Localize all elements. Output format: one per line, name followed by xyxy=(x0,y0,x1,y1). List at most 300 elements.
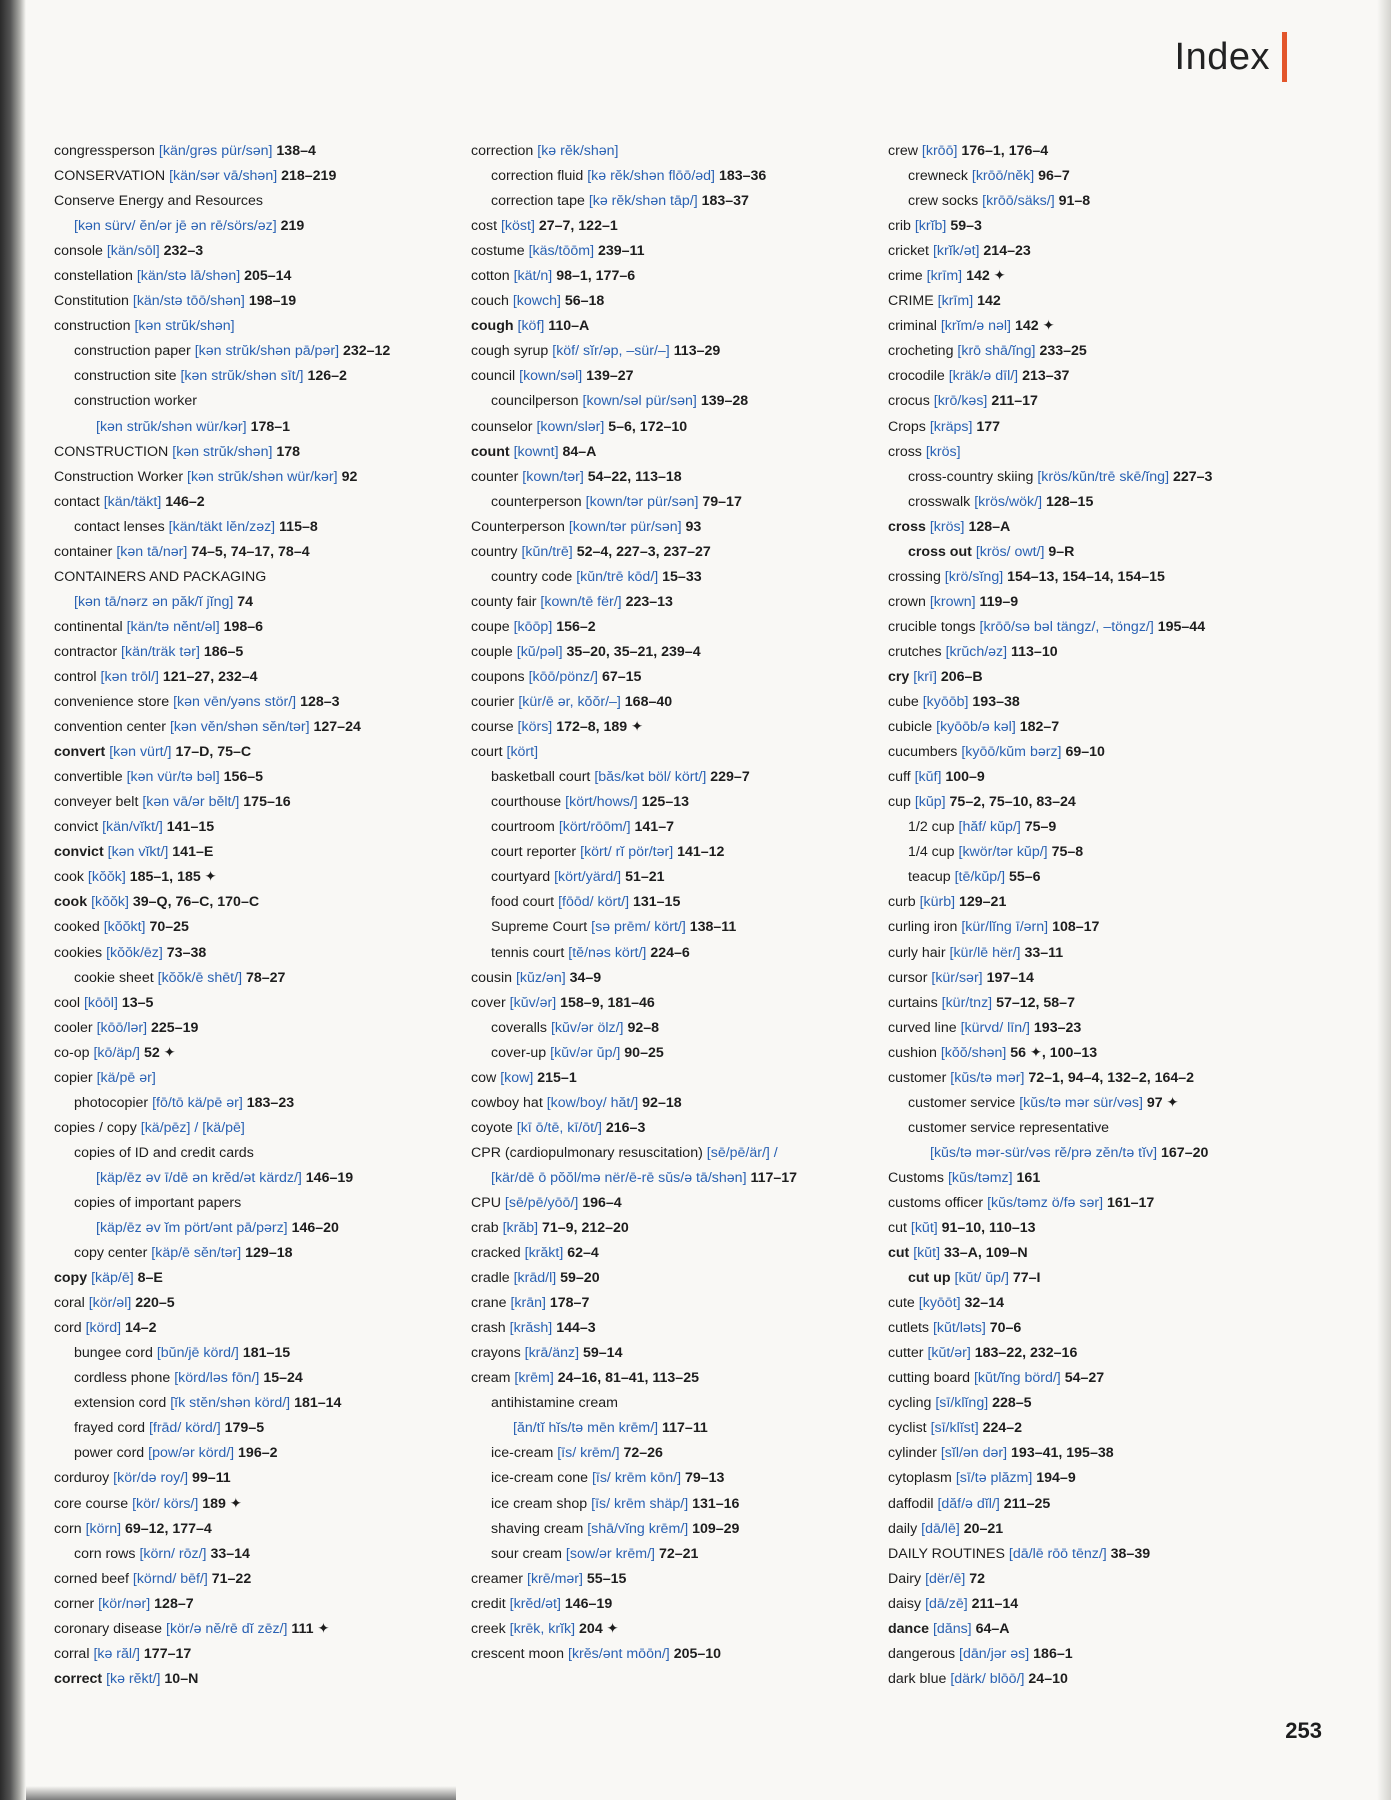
entry-pronunciation: [krād/l] xyxy=(513,1270,557,1287)
index-entry xyxy=(54,465,474,490)
entry-page-reference: 75–8 xyxy=(1051,844,1084,861)
index-entry xyxy=(54,264,474,289)
index-entry xyxy=(888,515,1308,540)
entry-word: country xyxy=(471,543,518,560)
entry-pronunciation: [kown/səl] xyxy=(519,368,583,385)
entry-page-reference: 128–3 xyxy=(300,694,340,711)
index-entry xyxy=(888,1016,1308,1041)
entry-pronunciation: [kŭ/pəl] xyxy=(516,643,563,660)
entry-page-reference: 131–16 xyxy=(692,1495,740,1512)
entry-page-reference: 32–14 xyxy=(964,1295,1004,1312)
entry-pronunciation: [kät/n] xyxy=(513,268,553,285)
entry-word: cradle xyxy=(471,1270,510,1287)
entry-page-reference: 75–9 xyxy=(1024,819,1057,836)
entry-page-reference: 213–37 xyxy=(1022,368,1070,385)
index-entry xyxy=(54,765,474,790)
index-entry xyxy=(471,1391,891,1416)
index-entry xyxy=(888,991,1308,1016)
entry-word: cost xyxy=(471,218,498,235)
entry-pronunciation: [kən vēn/yəns stör/] xyxy=(173,694,297,711)
index-entry xyxy=(54,289,474,314)
entry-word: cotton xyxy=(471,268,510,285)
index-entry xyxy=(888,264,1308,289)
entry-page-reference: 77–I xyxy=(1012,1270,1041,1287)
index-entry xyxy=(471,540,891,565)
entry-page-reference: 205–10 xyxy=(673,1645,722,1662)
index-entry xyxy=(471,415,891,440)
entry-page-reference: 125–13 xyxy=(641,794,689,811)
entry-pronunciation: [kowch] xyxy=(512,293,561,310)
index-entry xyxy=(471,389,891,414)
entry-page-reference: 141–12 xyxy=(677,844,725,861)
entry-word: creamer xyxy=(471,1570,524,1587)
index-entry xyxy=(54,1291,474,1316)
entry-page-reference: 57–12, 58–7 xyxy=(996,994,1075,1011)
index-column-1 xyxy=(54,139,474,1692)
index-entry xyxy=(471,214,891,239)
index-entry xyxy=(471,615,891,640)
entry-pronunciation: [kŭs/təmz ö/fə sər] xyxy=(987,1194,1104,1211)
index-entry xyxy=(54,1466,474,1491)
entry-word: CPR (cardiopulmonary resuscitation) xyxy=(471,1144,703,1161)
entry-pronunciation: [īs/ krēm shäp/] xyxy=(591,1495,689,1512)
index-entry xyxy=(888,890,1308,915)
index-entry xyxy=(888,640,1308,665)
entry-word: crucible tongs xyxy=(888,618,976,635)
entry-word: curling iron xyxy=(888,919,958,936)
entry-word: costume xyxy=(471,243,525,260)
entry-pronunciation: [krŭch/əz] xyxy=(945,643,1008,660)
entry-word: crown xyxy=(888,593,926,610)
entry-pronunciation: [kown/tər pür/sən] xyxy=(585,493,699,510)
index-entry xyxy=(888,1141,1308,1166)
entry-pronunciation: [kräk/ə dīl/] xyxy=(948,368,1019,385)
index-entry xyxy=(471,640,891,665)
entry-pronunciation: [körd/ləs fōn/] xyxy=(174,1370,260,1387)
entry-pronunciation: [käp/ēz əv ĭm pört/ənt pā/pərz] xyxy=(96,1220,288,1237)
index-entry xyxy=(54,640,474,665)
entry-pronunciation: [krăsh] xyxy=(509,1320,553,1337)
entry-pronunciation: [kyōō/kŭm bərz] xyxy=(961,744,1062,761)
entry-page-reference: 196–2 xyxy=(238,1445,278,1462)
entry-word: construction worker xyxy=(74,393,198,410)
entry-page-reference: 71–22 xyxy=(211,1570,252,1587)
entry-page-reference: 34–9 xyxy=(569,969,602,986)
index-entry xyxy=(888,440,1308,465)
entry-word: cow xyxy=(471,1069,497,1086)
index-entry xyxy=(54,1116,474,1141)
entry-page-reference: 146–19 xyxy=(305,1169,354,1186)
entry-page-reference: 59–20 xyxy=(560,1270,600,1287)
entry-pronunciation: [köf/ sĭr/əp, –sür/–] xyxy=(552,343,670,360)
entry-pronunciation: [krö/sĭng] xyxy=(944,568,1004,585)
entry-pronunciation: [kör/ körs/] xyxy=(132,1495,199,1512)
entry-pronunciation: [băs/kət böl/ kört/] xyxy=(594,769,707,786)
entry-word: convict xyxy=(54,844,104,861)
entry-word: copier xyxy=(54,1069,93,1086)
entry-pronunciation: [kən vĭkt/] xyxy=(107,844,169,861)
index-entry xyxy=(471,565,891,590)
index-entry xyxy=(54,941,474,966)
entry-page-reference: 96–7 xyxy=(1038,168,1070,185)
entry-word: extension cord xyxy=(74,1395,167,1412)
index-entry xyxy=(888,966,1308,991)
entry-pronunciation: [kən trōl/] xyxy=(100,668,159,685)
entry-word: crash xyxy=(471,1320,506,1337)
entry-word: cookies xyxy=(54,944,103,961)
index-entry xyxy=(471,264,891,289)
index-entry xyxy=(54,590,474,615)
index-entry xyxy=(471,1066,891,1091)
index-entry xyxy=(54,790,474,815)
entry-word: cover xyxy=(471,994,506,1011)
entry-pronunciation: [krā/änz] xyxy=(524,1345,580,1362)
entry-word: cookie sheet xyxy=(74,969,154,986)
entry-word: cough syrup xyxy=(471,343,549,360)
entry-page-reference: 141–7 xyxy=(634,819,674,836)
entry-pronunciation: [kän/täkt] xyxy=(103,493,162,510)
index-entry xyxy=(471,1441,891,1466)
entry-page-reference: 93 xyxy=(685,518,702,535)
entry-pronunciation: [kown/tər] xyxy=(522,468,584,485)
index-entry xyxy=(888,1567,1308,1592)
entry-page-reference: 91–10, 110–13 xyxy=(941,1220,1036,1237)
entry-word: crew xyxy=(888,143,918,159)
index-entry xyxy=(888,1241,1308,1266)
entry-pronunciation: [kän/sər vā/shən] xyxy=(169,168,278,185)
entry-word: Customs xyxy=(888,1169,944,1186)
entry-page-reference: 172–8, 189 ✦ xyxy=(556,719,644,736)
entry-page-reference: 215–1 xyxy=(537,1069,577,1086)
entry-word: copy center xyxy=(74,1245,148,1262)
entry-pronunciation: [kōōl] xyxy=(83,994,118,1011)
entry-page-reference: 178–7 xyxy=(549,1295,590,1312)
entry-pronunciation: [körs] xyxy=(517,719,553,736)
entry-page-reference: 15–24 xyxy=(263,1370,303,1387)
entry-page-reference: 129–18 xyxy=(245,1245,293,1262)
entry-page-reference: 126–2 xyxy=(307,368,347,385)
entry-pronunciation: [kär/dē ō pŏŏl/mə nër/ē-rē sŭs/ə tā/shən] xyxy=(491,1169,747,1186)
index-entry xyxy=(54,1667,474,1692)
entry-pronunciation: [kown/slər] xyxy=(536,418,605,435)
entry-pronunciation: [kürvd/ līn/] xyxy=(960,1019,1030,1036)
index-entry xyxy=(888,615,1308,640)
entry-word: crewneck xyxy=(908,168,968,185)
entry-word: cushion xyxy=(888,1044,937,1061)
entry-page-reference: 178 xyxy=(276,443,301,460)
entry-word: cricket xyxy=(888,243,929,260)
entry-pronunciation: [kown/səl pür/sən] xyxy=(582,393,697,410)
entry-page-reference: 178–1 xyxy=(250,418,291,435)
entry-word: Counterperson xyxy=(471,518,565,535)
index-entry xyxy=(888,1517,1308,1542)
page-header xyxy=(1175,32,1287,82)
index-entry xyxy=(54,1216,474,1241)
index-entry xyxy=(54,1316,474,1341)
entry-page-reference: 232–3 xyxy=(163,243,204,260)
entry-word: cut xyxy=(888,1220,907,1237)
entry-pronunciation: [kän/träk tər] xyxy=(121,643,200,660)
entry-word: crib xyxy=(888,218,911,235)
entry-pronunciation: [därk/ blōō/] xyxy=(950,1670,1025,1687)
entry-word: convertible xyxy=(54,769,123,786)
entry-page-reference: 10–N xyxy=(164,1670,199,1687)
index-entry xyxy=(888,1592,1308,1617)
index-entry xyxy=(888,1191,1308,1216)
entry-pronunciation: [kört] xyxy=(506,744,539,761)
entry-page-reference: 14–2 xyxy=(125,1320,157,1337)
index-entry xyxy=(54,1141,474,1166)
entry-pronunciation: [krĕd/ət] xyxy=(509,1595,561,1612)
index-entry xyxy=(54,565,474,590)
entry-page-reference: 168–40 xyxy=(624,694,673,711)
index-entry xyxy=(54,1016,474,1041)
entry-pronunciation: [kŭn/trē] xyxy=(521,543,573,560)
entry-word: court reporter xyxy=(491,844,577,861)
page-title: Index xyxy=(1174,35,1270,78)
entry-word: crew socks xyxy=(908,193,979,210)
entry-page-reference: 129–21 xyxy=(959,894,1007,911)
entry-pronunciation: [kör/əl] xyxy=(88,1295,132,1312)
index-entry xyxy=(54,690,474,715)
entry-word: cross xyxy=(888,443,922,460)
entry-word: cube xyxy=(888,694,919,711)
entry-word: cup xyxy=(888,794,911,811)
entry-pronunciation: [shā/vĭng krēm/] xyxy=(587,1520,689,1537)
entry-pronunciation: [kör/nər] xyxy=(98,1595,151,1612)
index-entry xyxy=(54,991,474,1016)
entry-page-reference: 117–11 xyxy=(662,1420,708,1437)
entry-pronunciation: [kən strŭk/shən wür/kər] xyxy=(96,418,247,435)
entry-pronunciation: [kŭp] xyxy=(914,794,946,811)
entry-word: court xyxy=(471,744,503,761)
entry-page-reference: 156–5 xyxy=(223,769,264,786)
entry-word: creek xyxy=(471,1620,506,1637)
entry-pronunciation: [kī ō/tē, kī/ōt/] xyxy=(516,1119,602,1136)
entry-word: 1/2 cup xyxy=(908,819,955,836)
index-entry xyxy=(471,840,891,865)
index-entry xyxy=(888,540,1308,565)
entry-word: courtyard xyxy=(491,869,551,886)
entry-pronunciation: [kä/pē ər] xyxy=(96,1069,156,1086)
entry-page-reference: 72 xyxy=(969,1570,986,1587)
entry-page-reference: 211–14 xyxy=(971,1595,1019,1612)
index-entry xyxy=(888,915,1308,940)
entry-word: correction xyxy=(471,143,534,159)
entry-page-reference: 91–8 xyxy=(1058,193,1091,210)
entry-word: ice-cream xyxy=(491,1445,554,1462)
entry-page-reference: 79–13 xyxy=(685,1470,725,1487)
entry-page-reference: 97 ✦ xyxy=(1146,1094,1179,1111)
index-entry xyxy=(54,389,474,414)
entry-pronunciation: [kŭn/trē kōd/] xyxy=(576,568,659,585)
entry-page-reference: 141–15 xyxy=(166,819,215,836)
entry-pronunciation: [körnd/ bēf/] xyxy=(132,1570,208,1587)
index-entry xyxy=(54,139,474,164)
index-entry xyxy=(471,590,891,615)
entry-pronunciation: [kōōp] xyxy=(513,618,553,635)
entry-word: Constitution xyxy=(54,293,129,310)
entry-page-reference: 186–1 xyxy=(1033,1645,1073,1662)
entry-page-reference: 113–10 xyxy=(1011,643,1058,660)
entry-page-reference: 109–29 xyxy=(692,1520,740,1537)
index-entry xyxy=(888,665,1308,690)
entry-word: course xyxy=(471,719,514,736)
entry-pronunciation: [kŭz/ən] xyxy=(515,969,566,986)
entry-word: dangerous xyxy=(888,1645,956,1662)
entry-word: coupe xyxy=(471,618,510,635)
index-entry xyxy=(54,1391,474,1416)
header-accent-bar xyxy=(1282,32,1287,82)
entry-pronunciation: [kän/sōl] xyxy=(106,243,160,260)
entry-word: crutches xyxy=(888,643,942,660)
entry-word: teacup xyxy=(908,869,951,886)
index-entry xyxy=(888,715,1308,740)
entry-pronunciation: [dā/lē] xyxy=(921,1520,960,1537)
entry-pronunciation: [tē/kŭp/] xyxy=(954,869,1006,886)
entry-pronunciation: [kört/ rĭ pör/tər] xyxy=(580,844,674,861)
entry-word: Crops xyxy=(888,418,926,435)
bottom-edge-shadow xyxy=(26,1786,456,1800)
entry-word: count xyxy=(471,443,510,460)
entry-page-reference: 92–8 xyxy=(627,1019,659,1036)
entry-word: conveyer belt xyxy=(54,794,139,811)
entry-word: cord xyxy=(54,1320,82,1337)
index-entry xyxy=(54,415,474,440)
entry-pronunciation: [kwör/tər kŭp/] xyxy=(958,844,1048,861)
index-entry xyxy=(888,239,1308,264)
entry-page-reference: 189 ✦ xyxy=(202,1495,242,1512)
entry-pronunciation: [kən vür/tə bəl] xyxy=(126,769,220,786)
entry-pronunciation: [kän/grəs pür/sən] xyxy=(158,143,273,159)
entry-page-reference: 224–6 xyxy=(650,944,690,961)
entry-word: cover-up xyxy=(491,1044,547,1061)
entry-page-reference: 15–33 xyxy=(662,568,702,585)
entry-pronunciation: [sow/ər krēm/] xyxy=(565,1545,656,1562)
index-entry xyxy=(471,139,891,164)
entry-pronunciation: [kän/tə nĕnt/əl] xyxy=(126,618,220,635)
entry-pronunciation: [kŏŏk] xyxy=(91,894,129,911)
entry-word: counselor xyxy=(471,418,533,435)
entry-pronunciation: [kür/tnz] xyxy=(941,994,993,1011)
entry-page-reference: 8–E xyxy=(137,1270,163,1287)
entry-page-reference: 9–R xyxy=(1048,543,1075,560)
entry-pronunciation: [hăf/ kŭp/] xyxy=(958,819,1021,836)
index-entry xyxy=(471,1116,891,1141)
index-entry xyxy=(888,765,1308,790)
entry-pronunciation: [kä/pēz] / [kä/pē] xyxy=(140,1119,245,1136)
entry-page-reference: 196–4 xyxy=(582,1194,622,1211)
entry-page-reference: 55–15 xyxy=(586,1570,627,1587)
entry-pronunciation: [fōōd/ kört/] xyxy=(558,894,630,911)
entry-word: frayed cord xyxy=(74,1420,145,1437)
entry-word: correct xyxy=(54,1670,103,1687)
index-entry xyxy=(54,515,474,540)
entry-pronunciation: [kyōōb] xyxy=(922,694,969,711)
index-entry xyxy=(54,966,474,991)
entry-word: cross out xyxy=(908,543,972,560)
entry-word: cubicle xyxy=(888,719,933,736)
entry-word: ice cream shop xyxy=(491,1495,588,1512)
entry-pronunciation: [krēk, krĭk] xyxy=(509,1620,576,1637)
index-entry xyxy=(888,1316,1308,1341)
index-entry xyxy=(54,890,474,915)
index-entry xyxy=(471,1266,891,1291)
entry-word: 1/4 cup xyxy=(908,844,955,861)
entry-page-reference: 69–12, 177–4 xyxy=(125,1520,212,1537)
entry-page-reference: 33–A, 109–N xyxy=(944,1245,1028,1262)
index-column-2 xyxy=(471,139,891,1667)
entry-pronunciation: [sē/pē/är/] / xyxy=(706,1144,778,1161)
index-entry xyxy=(471,1091,891,1116)
entry-page-reference: 142 xyxy=(977,293,1001,310)
entry-page-reference: 193–38 xyxy=(972,694,1020,711)
entry-page-reference: 232–12 xyxy=(342,343,391,360)
entry-word: crayons xyxy=(471,1345,521,1362)
entry-word: crosswalk xyxy=(908,493,971,510)
entry-page-reference: 75–2, 75–10, 83–24 xyxy=(949,794,1076,811)
entry-page-reference: 233–25 xyxy=(1039,343,1087,360)
entry-word: shaving cream xyxy=(491,1520,584,1537)
index-entry xyxy=(888,364,1308,389)
entry-page-reference: 204 ✦ xyxy=(579,1620,619,1637)
entry-pronunciation: [kən strŭk/shən] xyxy=(172,443,273,460)
entry-page-reference: 78–27 xyxy=(245,969,286,986)
entry-pronunciation: [krōō/sə bəl tängz/, –töngz/] xyxy=(979,618,1154,635)
entry-word: crocus xyxy=(888,393,930,410)
index-entry xyxy=(888,164,1308,189)
index-entry xyxy=(471,1542,891,1567)
entry-word: couple xyxy=(471,643,513,660)
entry-pronunciation: [krăkt] xyxy=(524,1245,564,1262)
index-entry xyxy=(54,815,474,840)
index-entry xyxy=(888,1091,1308,1116)
index-entry xyxy=(54,1241,474,1266)
entry-word: sour cream xyxy=(491,1545,562,1562)
entry-pronunciation: [kŭs/tə mər sür/vəs] xyxy=(1019,1094,1143,1111)
entry-word: cutting board xyxy=(888,1370,971,1387)
entry-pronunciation: [kör/ə nĕ/rē dĭ zēz/] xyxy=(166,1620,288,1637)
entry-page-reference: 100–9 xyxy=(945,769,985,786)
index-entry xyxy=(54,615,474,640)
entry-page-reference: 33–14 xyxy=(210,1545,250,1562)
entry-pronunciation: [krös/ owt/] xyxy=(975,543,1045,560)
entry-page-reference: 33–11 xyxy=(1024,944,1064,961)
entry-word: ice-cream cone xyxy=(491,1470,588,1487)
entry-pronunciation: [krōō/nĕk] xyxy=(971,168,1035,185)
entry-word: cook xyxy=(54,894,88,911)
entry-page-reference: 211–17 xyxy=(991,393,1038,410)
entry-word: daisy xyxy=(888,1595,922,1612)
entry-word: contractor xyxy=(54,643,118,660)
entry-page-reference: 35–20, 35–21, 239–4 xyxy=(566,643,701,660)
index-entry xyxy=(471,339,891,364)
entry-pronunciation: [kyōōb/ə kəl] xyxy=(936,719,1016,736)
index-entry xyxy=(54,339,474,364)
entry-pronunciation: [kən strŭk/shən sīt/] xyxy=(180,368,304,385)
index-entry xyxy=(471,239,891,264)
entry-pronunciation: [kə rĕkt/] xyxy=(106,1670,161,1687)
entry-pronunciation: [fō/tō kä/pē ər] xyxy=(152,1094,243,1111)
entry-page-reference: 158–9, 181–46 xyxy=(560,994,655,1011)
index-entry xyxy=(888,1642,1308,1667)
entry-word: customer service representative xyxy=(908,1119,1110,1136)
entry-word: curtains xyxy=(888,994,938,1011)
entry-page-reference: 156–2 xyxy=(556,618,596,635)
entry-word: crocheting xyxy=(888,343,954,360)
entry-word: courier xyxy=(471,694,515,711)
entry-word: coral xyxy=(54,1295,85,1312)
